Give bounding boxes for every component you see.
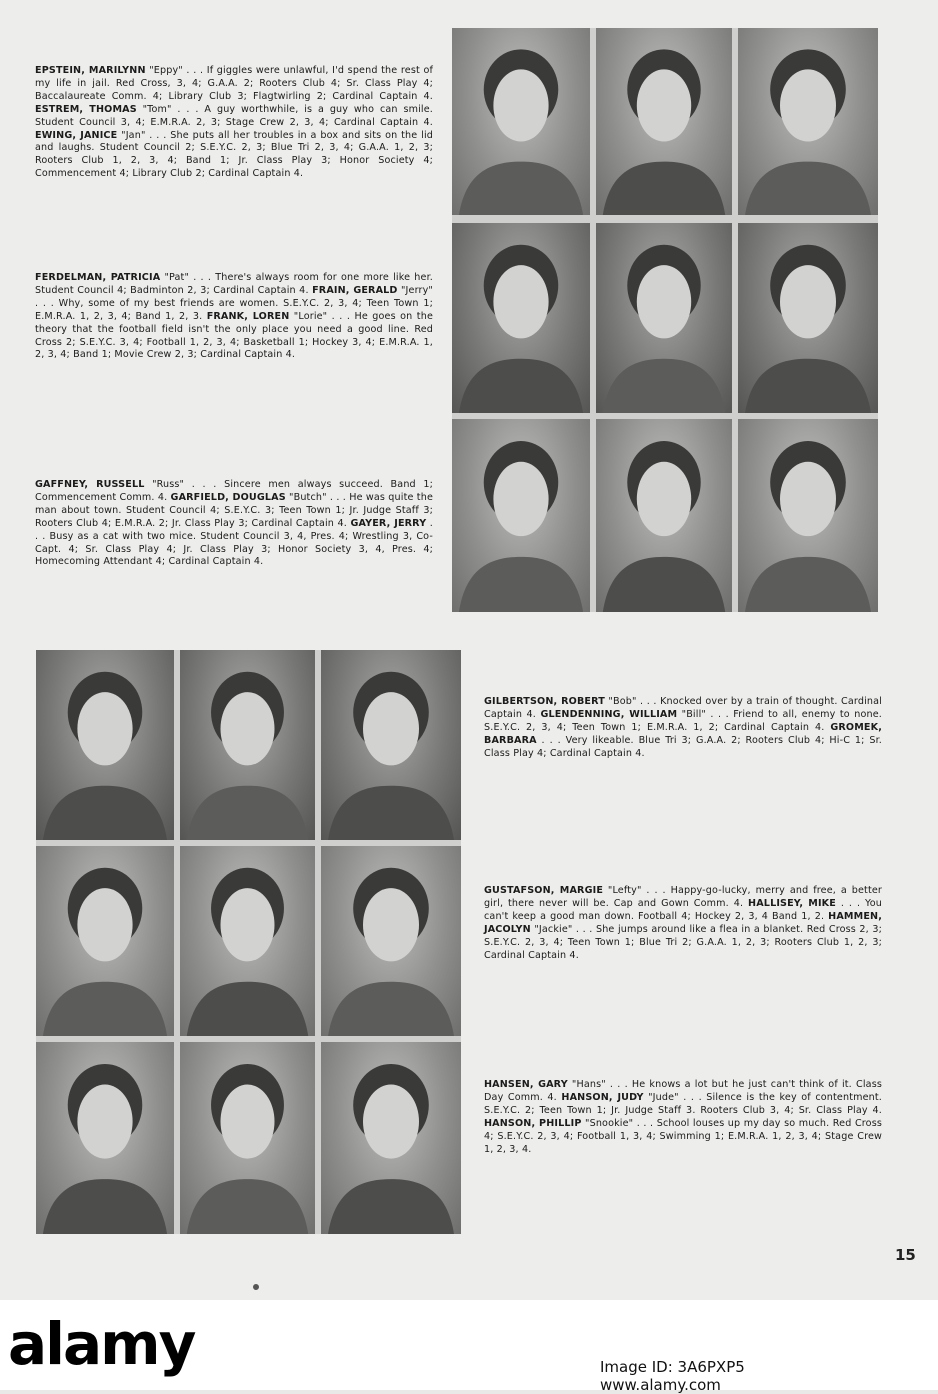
portrait-face bbox=[221, 888, 275, 961]
student-name: GARFIELD, DOUGLAS bbox=[170, 491, 286, 503]
portrait-silhouette bbox=[452, 419, 590, 612]
image-id: Image ID: 3A6PXP5 bbox=[600, 1358, 745, 1376]
student-name: GILBERTSON, ROBERT bbox=[484, 696, 605, 707]
portrait-face bbox=[363, 1085, 419, 1159]
student-name: EWING, JANICE bbox=[35, 129, 118, 141]
student-name: GUSTAFSON, MARGIE bbox=[484, 885, 604, 896]
portrait-face bbox=[221, 1085, 275, 1159]
portrait-shoulders bbox=[459, 359, 583, 413]
portrait-shoulders bbox=[43, 1179, 167, 1234]
portrait-face bbox=[77, 1085, 132, 1159]
portrait-face bbox=[780, 462, 836, 536]
portrait-face bbox=[493, 462, 548, 536]
portrait-silhouette bbox=[596, 28, 732, 215]
student-name: HANSEN, GARY bbox=[484, 1079, 568, 1090]
portrait-photo bbox=[738, 223, 878, 413]
student-bio: . . . Very likeable. Blue Tri 3; G.A.A. 2; Rooters Club 4; Hi-C 1; Sr. Class Play 4; Cardinal Captain 4. bbox=[484, 734, 882, 759]
portrait-face bbox=[77, 692, 132, 765]
portrait-silhouette bbox=[738, 419, 878, 612]
student-bio: "Jerry" . . . Why, some of my best friends are women. S.E.Y.C. 2, 3, 4; Teen Town 1; E.M.R.A. 1, 2, 3, 4; Band 1, 2, 3. bbox=[35, 284, 433, 322]
bio-block-f bbox=[35, 272, 433, 362]
portrait-silhouette bbox=[452, 223, 590, 413]
portrait-photo bbox=[452, 223, 590, 413]
portrait-face bbox=[363, 888, 419, 961]
student-name: HAMMEN, JACOLYN bbox=[484, 910, 882, 935]
portrait-photo bbox=[321, 846, 461, 1036]
portrait-silhouette bbox=[452, 28, 590, 215]
portrait-shoulders bbox=[745, 359, 871, 413]
page-number: 15 bbox=[895, 1246, 916, 1264]
portrait-photo bbox=[596, 223, 732, 413]
portrait-shoulders bbox=[459, 162, 583, 215]
student-name: HANSON, PHILLIP bbox=[484, 1117, 582, 1129]
student-name: ESTREM, THOMAS bbox=[35, 103, 137, 115]
portrait-photo bbox=[452, 28, 590, 215]
student-bio: "Bob" . . . Knocked over by a train of thought. Cardinal Captain 4. bbox=[484, 696, 882, 720]
portrait-silhouette bbox=[36, 650, 174, 840]
student-name: FERDELMAN, PATRICIA bbox=[35, 272, 161, 283]
student-bio: "Tom" . . . A guy worthwhile, is a guy who can smile. Student Council 3, 4; E.M.R.A. 2, 3; Stage Crew 2, 3, 4; Cardinal Captain 4. bbox=[35, 103, 433, 128]
portrait-photo bbox=[596, 28, 732, 215]
bio-block-e bbox=[35, 65, 433, 181]
bio-block-g bbox=[35, 479, 433, 569]
student-bio: . . . You can't keep a good man down. Football 4; Hockey 2, 3, 4 Band 1, 2. bbox=[484, 897, 882, 922]
portrait-silhouette bbox=[180, 1042, 315, 1234]
portrait-silhouette bbox=[596, 419, 732, 612]
portrait-silhouette bbox=[180, 846, 315, 1036]
portrait-face bbox=[221, 692, 275, 765]
portrait-shoulders bbox=[459, 557, 583, 612]
portrait-photo bbox=[596, 419, 732, 612]
student-bio: "Lefty" . . . Happy-go-lucky, merry and free, a better girl, there never will be. Cap and Gown Comm. 4. bbox=[484, 885, 883, 909]
portrait-photo bbox=[738, 419, 878, 612]
portrait-face bbox=[493, 265, 548, 338]
alamy-logo: alamy bbox=[8, 1310, 195, 1378]
portrait-shoulders bbox=[328, 1179, 454, 1234]
student-bio: "Bill" . . . Friend to all, enemy to none. S.E.Y.C. 2, 3, 4; Teen Town 1; E.M.R.A. 1, 2; Cardinal Captain 4. bbox=[484, 708, 882, 733]
portrait-face bbox=[780, 265, 836, 338]
portrait-silhouette bbox=[321, 1042, 461, 1234]
portrait-face bbox=[493, 69, 548, 141]
portrait-face bbox=[363, 692, 419, 765]
portrait-photo bbox=[180, 650, 315, 840]
bio-block-h bbox=[484, 1079, 882, 1156]
portrait-photo bbox=[321, 1042, 461, 1234]
student-bio: "Lorie" . . . He goes on the theory that the football field isn't the only place you need a good line. Red Cross 2; S.E.Y.C. 3, 4; Football 1, 2, 3, 4; Basketball 1; Hockey 3, 4; E.M.R.A. 1, 2, 3, 4; Band 1; Movie Crew 2, 3; Cardinal Captain 4. bbox=[35, 310, 433, 361]
student-name: GLENDENNING, WILLIAM bbox=[540, 708, 678, 720]
portrait-shoulders bbox=[328, 786, 454, 840]
portrait-silhouette bbox=[738, 28, 878, 215]
portrait-shoulders bbox=[745, 557, 871, 612]
student-bio: "Russ" . . . Sincere men always succeed. Band 1; Commencement Comm. 4. bbox=[35, 479, 434, 503]
student-bio: "Jackie" . . . She jumps around like a flea in a blanket. Red Cross 2, 3; S.E.Y.C. 2, 3, 4; Teen Town 1; Blue Tri 2; G.A.A. 1, 2, 3; Rooters Club 1, 2, 3; Cardinal Captain 4. bbox=[484, 923, 882, 961]
portrait-photo bbox=[36, 650, 174, 840]
portrait-shoulders bbox=[187, 786, 309, 840]
portrait-photo bbox=[452, 419, 590, 612]
student-name: FRAIN, GERALD bbox=[312, 284, 398, 296]
portrait-shoulders bbox=[603, 359, 725, 413]
student-bio: "Jude" . . . Silence is the key of contentment. S.E.Y.C. 2; Teen Town 1; Jr. Judge Staff 3. Rooters Club 3, 4; Sr. Class Play 4. bbox=[484, 1091, 882, 1116]
student-bio: "Pat" . . . There's always room for one more like her. Student Council 4; Badminton 2, 3; Cardinal Captain 4. bbox=[35, 272, 433, 296]
student-name: HALLISEY, MIKE bbox=[748, 897, 836, 909]
student-bio: "Jan" . . . She puts all her troubles in a box and sits on the lid and laughs. Student Council 2; S.E.Y.C. 2, 3; Blue Tri 2, 3, 4; G.A.A. 1, 2, 3; Rooters Club 1, 2, 3, 4; Band 1; Jr. Class Play 3; Honor Society 4; Commencement 4; Library Club 2; Cardinal Captain 4. bbox=[35, 129, 434, 180]
portrait-shoulders bbox=[187, 1179, 309, 1234]
portrait-photo bbox=[180, 1042, 315, 1234]
portrait-silhouette bbox=[321, 650, 461, 840]
student-name: GAYER, JERRY bbox=[350, 517, 427, 529]
portrait-silhouette bbox=[180, 650, 315, 840]
portrait-shoulders bbox=[328, 982, 454, 1036]
portrait-silhouette bbox=[36, 846, 174, 1036]
student-bio: . . . Busy as a cat with two mice. Student Council 3, 4, Pres. 4; Wrestling 3, Co-Capt. 4; Sr. Class Play 4; Jr. Class Play 3; Honor Society 3, 4, Pres. 4; Homecoming Attendant 4; Cardinal Captain 4. bbox=[35, 517, 433, 568]
portrait-photo bbox=[321, 650, 461, 840]
portrait-shoulders bbox=[43, 982, 167, 1036]
bio-block-gi bbox=[484, 696, 882, 761]
portrait-face bbox=[77, 888, 132, 961]
watermark-footer bbox=[0, 1300, 938, 1394]
portrait-face bbox=[780, 69, 836, 141]
portrait-silhouette bbox=[36, 1042, 174, 1234]
portrait-face bbox=[637, 265, 691, 338]
portrait-shoulders bbox=[43, 786, 167, 840]
student-name: FRANK, LOREN bbox=[206, 310, 290, 322]
student-name: EPSTEIN, MARILYNN bbox=[35, 65, 146, 76]
portrait-silhouette bbox=[596, 223, 732, 413]
student-bio: "Butch" . . . He was quite the man about town. Student Council 4; S.E.Y.C. 3; Teen Town 1; Jr. Judge Staff 3; Rooters Club 4; E.M.R.A. 2; Jr. Class Play 3; Cardinal Captain 4. bbox=[35, 491, 433, 529]
portrait-shoulders bbox=[603, 557, 725, 612]
portrait-photo bbox=[36, 1042, 174, 1234]
portrait-photo bbox=[180, 846, 315, 1036]
portrait-shoulders bbox=[603, 162, 725, 215]
portrait-grid-bottom bbox=[36, 650, 461, 1234]
print-speck bbox=[253, 1284, 259, 1290]
portrait-silhouette bbox=[738, 223, 878, 413]
student-bio: "Hans" . . . He knows a lot but he just can't think of it. Class Day Comm. 4. bbox=[484, 1079, 882, 1103]
student-name: GAFFNEY, RUSSELL bbox=[35, 479, 145, 490]
student-bio: "Eppy" . . . If giggles were unlawful, I'd spend the rest of my life in jail. Red Cross, 3, 4; G.A.A. 2; Rooters Club 4; Sr. Class Play 4; Baccalaureate Comm. 4; Library Club 3; Flagtwirling 2; Cardinal Captain 4. bbox=[35, 65, 434, 102]
portrait-face bbox=[637, 69, 691, 141]
portrait-photo bbox=[36, 846, 174, 1036]
portrait-shoulders bbox=[187, 982, 309, 1036]
portrait-photo bbox=[738, 28, 878, 215]
portrait-face bbox=[637, 462, 691, 536]
bio-block-gu bbox=[484, 885, 882, 962]
portrait-shoulders bbox=[745, 162, 871, 215]
student-name: HANSON, JUDY bbox=[561, 1091, 644, 1103]
site-url: www.alamy.com bbox=[600, 1376, 721, 1394]
student-bio: "Snookie" . . . School louses up my day so much. Red Cross 4; S.E.Y.C. 2, 3, 4; Football 1, 3, 4; Swimming 1; E.M.R.A. 1, 2, 3, 4; Stage Crew 1, 2, 3, 4. bbox=[484, 1117, 882, 1155]
portrait-silhouette bbox=[321, 846, 461, 1036]
student-name: GROMEK, BARBARA bbox=[484, 721, 882, 746]
portrait-grid-top bbox=[452, 28, 878, 612]
